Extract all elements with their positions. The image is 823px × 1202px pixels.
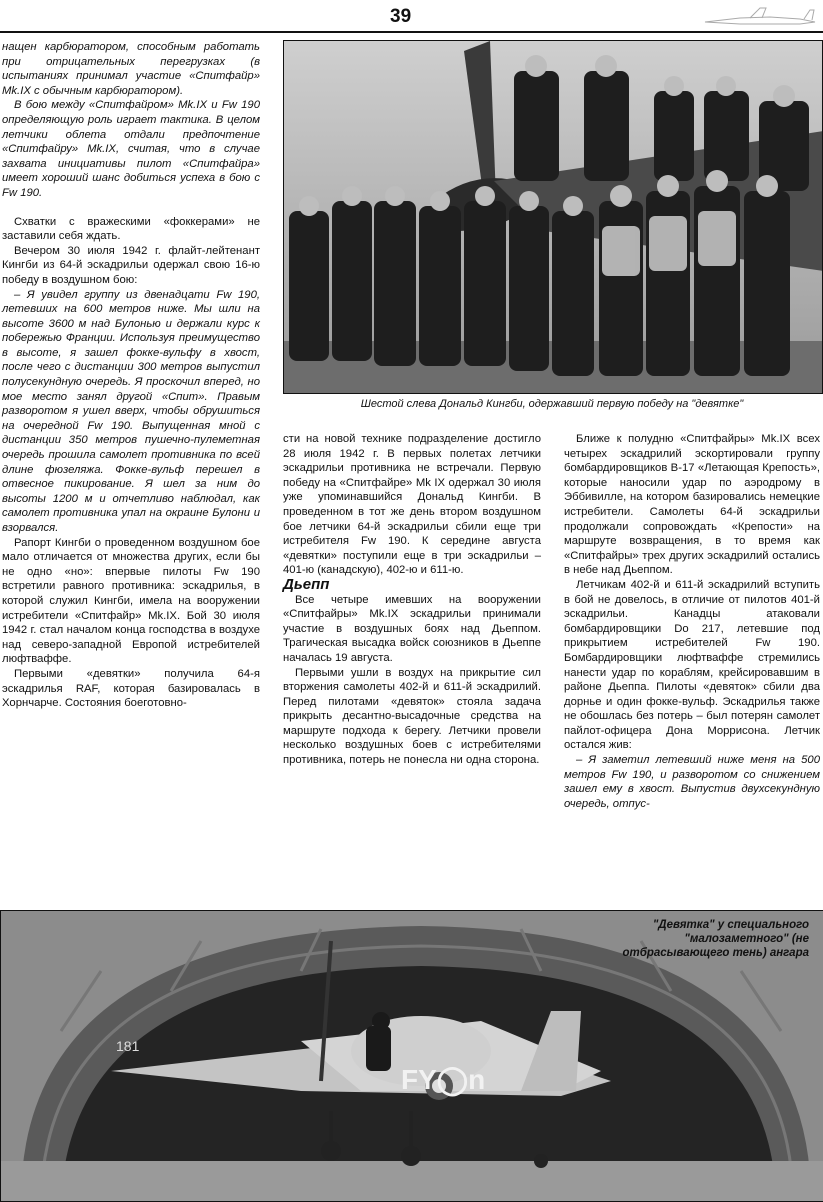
paragraph: В бою между «Спитфайром» Mk.IX и Fw 190 определяющую роль играет тактика. В целом летчики облета отдали предпочтение «Спитфайру» Mk.IX, считая, что в случае захвата инициативы пилот «Спитфайра» имеет хороший шанс добиться успеха в бою с Fw 190. [2, 99, 260, 199]
paragraph: Вечером 30 июля 1942 г. флайт-лейтенант Кингби из 64-й эскадрильи одержал свою 16-ю победу в воздушном бою: [2, 244, 260, 286]
column-3 [564, 432, 820, 811]
page-number: 39 [390, 6, 412, 27]
paragraph: Ближе к полудню «Спитфайры» Mk.IX всех четырех эскадрилий эскортировали группу бомбардировщиков В-17 «Летающая Крепость», которые наносили удар по аэродрому в Эббивилле, на котором базировались немецкие истребители. Самолеты 64-й эскадрильи продолжали сопровождать «Крепости» на маршруте возвращения, в то время как «Спитфайры» трех других эскадрилий остались в небе над Дьеппом. [564, 433, 820, 577]
paragraph: Все четыре имевших на вооружении «Спитфайры» Mk.IX эскадрильи принимали участие в воздушных боях над Дьеппом. Трагическая высадка войск союзников в Дьеппе началась 19 августа. [283, 593, 541, 664]
paragraph: Первыми ушли в воздух на прикрытие сил вторжения самолеты 402-й и 611-й эскадрилий. Перед пилотами «девяток» стояла задача прикрыть десантно-высадочные средства на маршруте подхода к берегу. Летчики провели несколько воздушных боев с истребителями противника, потерь не понесла ни одна сторона. [283, 666, 541, 767]
column-1 [2, 40, 260, 711]
paragraph: Рапорт Кингби о проведенном воздушном бое мало отличается от множества других, если бы не одно «но»: впервые пилоты Fw 190 встретили равного противника: эскадрилья, в которой служил Кингби, имела на вооружении истребители «Спитфайр» Mk.IX. Бой 30 июля 1942 г. стал началом конца господства в воздухе над северо-западной Европой истребителей люфтваффе. [2, 536, 260, 666]
paragraph: Первыми «девятки» получила 64-я эскадрилья RAF, которая базировалась в Хорнчарче. Состояния боеготовно- [2, 667, 260, 710]
paragraph: Схватки с вражескими «фоккерами» не заставили себя ждать. [2, 215, 260, 243]
hangar-number: 181 [116, 1038, 140, 1054]
pilots-group-photo [283, 40, 823, 394]
top-photo-caption: Шестой слева Дональд Кингби, одержавший первую победу на "девятке" [360, 398, 744, 410]
quote-paragraph: – Я увидел группу из двенадцати Fw 190, летевших на 600 метров ниже. Мы шли на высоте 3600 м над Булонью и держали курс к побережью Франции. Используя преимущество в высоте, я зашел фокке-вульфу в хвост, после чего с дистанции 300 метров выпустил полусекундную очередь. Я проскочил вперед, но мое место занял другой «Спит». Правым разворотом я ушел вверх, чтобы обрушиться на очередной Fw 190. Выпущенная мной с дистанции 350 метров пушечно-пулеметная очередь прошила самолет противника по всей длине фюзеляжа. Фокке-вульф перешел в отвесное пикирование. Я шел за ним до высоты 1200 м и отчетливо наблюдал, как самолет противника упал на окраине Булони и взорвался. [2, 288, 260, 534]
column-2 [283, 432, 541, 768]
paragraph: сти на новой технике подразделение достигло 28 июля 1942 г. В первых полетах летчики эскадрильи противника не встречали. Первую победу на «Спитфайре» Mk IX одержал 30 июля уже упоминавшийся Дональд Кингби. В проведенном в тот же день втором воздушном бое летчики 64-й эскадрильи сбили еще три истребителя Fw 190. К середине августа «девятки» поступили еще в три эскадрильи – 401-ю (канадскую), 402-ю и 611-ю. [283, 433, 541, 577]
bottom-photo-caption: "Девятка" у специального "малозаметного" (не отбрасывающего тень) ангара [622, 919, 809, 959]
quote-paragraph: – Я заметил летевший ниже меня на 500 метров Fw 190, и разворотом со снижением зашел ему в хвост. Выпустив двухсекундную очередь, отпус- [564, 754, 820, 810]
header-plane-icon [700, 4, 820, 32]
plane-code-lettering: FY◯n [401, 1064, 486, 1095]
paragraph: нащен карбюратором, способным работать при отрицательных перегрузках (в испытаниях принимал участие «Спитфайр» Mk.IX с обычным карбюратором). [2, 41, 260, 97]
section-heading: Дьепп [283, 575, 330, 593]
paragraph: Летчикам 402-й и 611-й эскадрилий вступить в бой не довелось, в отличие от пилотов 401-й эскадрильи. Канадцы атаковали бомбардировщики Do 217, летевшие под прикрытием истребителей Fw 190. Бомбардировщики люфтваффе стремились нанести удар по кораблям, крейсировавшим в районе Дьеппа. Пилоты «девяток» сбили два дорнье и один фокке-вульф. Эскадрилья также не обошлась без потерь – был потерян самолет пайлот-офицера Дона Моррисона. Летчик остался жив: [564, 578, 820, 752]
header-rule [0, 31, 823, 33]
